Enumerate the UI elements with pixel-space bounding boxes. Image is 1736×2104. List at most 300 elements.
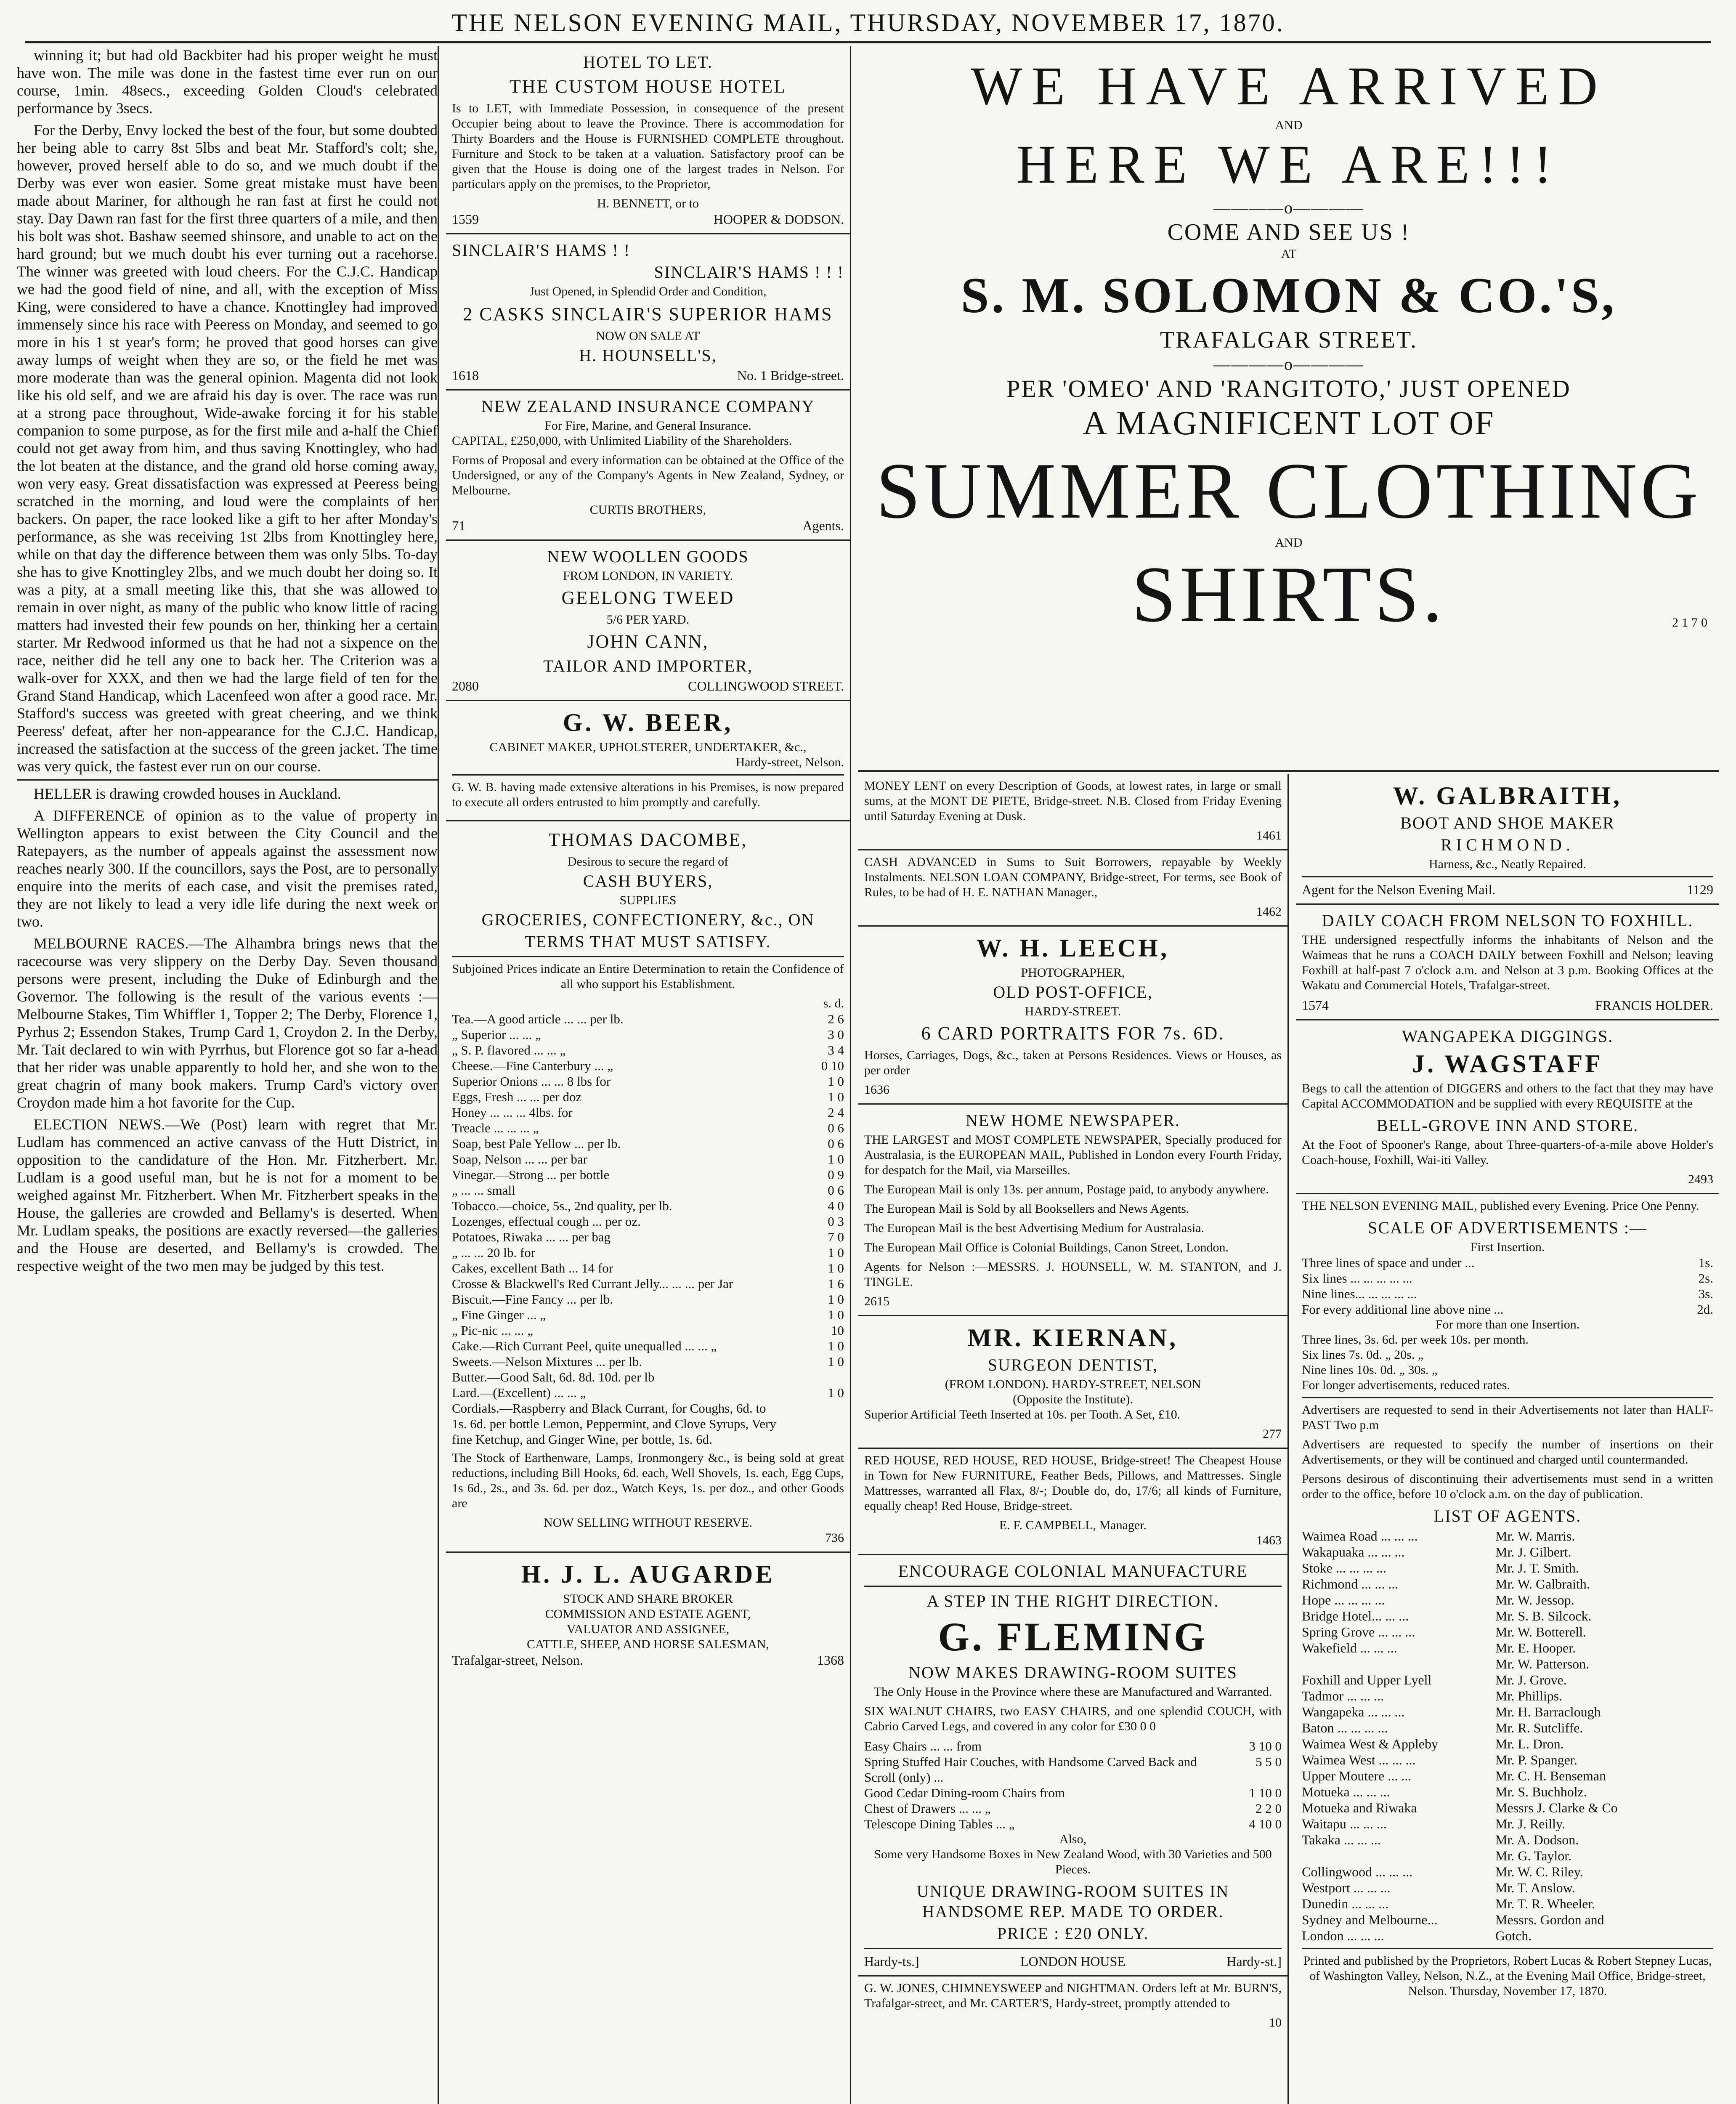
agents-title: LIST OF AGENTS. bbox=[1433, 1506, 1582, 1525]
fleming-row bbox=[864, 1754, 1282, 1785]
agent-row-value: Messrs J. Clarke & Co bbox=[1495, 1800, 1618, 1815]
price-row-label: Vinegar.—Strong ... per bottle bbox=[452, 1167, 610, 1182]
price-row-label: Tea.—A good article ... ... per lb. bbox=[452, 1012, 624, 1026]
fleming-ad bbox=[858, 1555, 1287, 1976]
fleming-row bbox=[864, 1801, 1282, 1816]
price-row-label: „ S. P. flavored ... ... „ bbox=[452, 1043, 566, 1057]
newspaper-body: THE LARGEST and MOST COMPLETE NEWSPAPER, Specially produced for Australasia, is the EUROPEAN MAIL, Published in London every Fourth Friday, for despatch for the Mail, via Marseilles. bbox=[864, 1133, 1282, 1177]
ad-number: 1574 bbox=[1302, 998, 1329, 1013]
price-row bbox=[452, 1136, 844, 1151]
agent-row bbox=[1302, 1528, 1713, 1544]
beer-ad bbox=[446, 701, 850, 821]
fleming-row-label: Telescope Dining Tables ... „ bbox=[864, 1817, 1015, 1831]
rate-row-label: Three lines of space and under ... bbox=[1302, 1255, 1475, 1270]
agent-row bbox=[1302, 1688, 1713, 1704]
mail-scale: SCALE OF ADVERTISEMENTS :— bbox=[1367, 1218, 1648, 1237]
price-row-label: „ ... ... 20 lb. for bbox=[452, 1245, 536, 1260]
banner-ornament: ————o———— bbox=[1213, 355, 1364, 374]
imprint: Printed and published by the Proprietors, Robert Lucas & Robert Stepney Lucas, of Washington Valley, Nelson, N.Z., at the Evening Mail Office, Bridge-street, Nelson. Thursday, November 17, 1870. bbox=[1303, 1954, 1712, 1998]
fleming-also: Also, bbox=[1059, 1832, 1087, 1846]
kiernan-ad bbox=[858, 1316, 1287, 1449]
fleming-row-label: Spring Stuffed Hair Couches, with Handsome Carved Back and Scroll (only) ... bbox=[864, 1754, 1197, 1785]
fleming-row-value: 1 10 0 bbox=[1249, 1785, 1282, 1800]
banner-street: TRAFALGAR STREET. bbox=[1160, 327, 1418, 353]
agent-row-label: Collingwood ... ... ... bbox=[1302, 1864, 1413, 1879]
agent-row-label: Wakefield ... ... ... bbox=[1302, 1640, 1397, 1655]
cash-advanced-ad bbox=[858, 850, 1287, 927]
agent-row-label: Dunedin ... ... ... bbox=[1302, 1896, 1389, 1911]
rate-row-label: Nine lines... ... ... ... ... bbox=[1302, 1286, 1417, 1301]
fleming-row-label: Chest of Drawers ... ... „ bbox=[864, 1801, 991, 1816]
mail-note: Advertisers are requested to send in their Advertisements not later than HALF-PAST Two p.m bbox=[1302, 1403, 1713, 1432]
ad-number: 1129 bbox=[1687, 882, 1713, 897]
rate-row bbox=[1302, 1255, 1713, 1270]
banner-at: AT bbox=[1281, 247, 1297, 261]
agent-row-value: Mr. C. H. Benseman bbox=[1495, 1768, 1606, 1783]
price-row-value: 1 0 bbox=[828, 1089, 844, 1104]
insurance-capital: CAPITAL, £250,000, with Unlimited Liability of the Shareholders. bbox=[452, 434, 792, 448]
price-row bbox=[452, 1229, 844, 1245]
insurance-role: Agents. bbox=[802, 518, 844, 533]
augarde-trade: CATTLE, SHEEP, AND HORSE SALESMAN, bbox=[527, 1637, 769, 1651]
price-row-label: Cordials.—Raspberry and Black Currant, for Coughs, 6d. to 1s. 6d. per bottle Lemon, Peppermint, and Clove Syrups, Very fine Ketchup, and Ginger Wine, per bottle, 1s. 6d. bbox=[452, 1401, 776, 1447]
ad-number: 2615 bbox=[864, 1294, 889, 1308]
dacombe-terms: TERMS THAT MUST SATISFY. bbox=[525, 932, 771, 951]
multi-rate-line: For longer advertisements, reduced rates. bbox=[1302, 1378, 1510, 1392]
dacombe-sub: Desirous to secure the regard of bbox=[567, 855, 729, 869]
rate-row-label: Six lines ... ... ... ... ... bbox=[1302, 1271, 1412, 1286]
fleming-now: NOW MAKES DRAWING-ROOM SUITES bbox=[908, 1663, 1237, 1682]
mail-intro: THE NELSON EVENING MAIL, published every Evening. Price One Penny. bbox=[1302, 1199, 1699, 1213]
fleming-name: G. FLEMING bbox=[938, 1614, 1208, 1659]
agents-list bbox=[1302, 1528, 1713, 1944]
coach-ad bbox=[1296, 905, 1719, 1020]
agent-row-value: Mr. Phillips. bbox=[1495, 1688, 1563, 1703]
ad-number: 1559 bbox=[452, 212, 479, 227]
agent-row-label: Waitapu ... ... ... bbox=[1302, 1816, 1387, 1831]
banner-line: A MAGNIFICENT LOT OF bbox=[1083, 405, 1495, 442]
price-row bbox=[452, 1369, 844, 1385]
price-row-value: 2 6 bbox=[828, 1012, 844, 1026]
beer-trade: CABINET MAKER, UPHOLSTERER, UNDERTAKER, &c., bbox=[489, 740, 807, 754]
price-row-label: Butter.—Good Salt, 6d. 8d. 10d. per lb bbox=[452, 1370, 655, 1384]
dacombe-supplies: SUPPLIES bbox=[619, 893, 677, 907]
mail-notice bbox=[1296, 1194, 1719, 2009]
ad-number: 1368 bbox=[817, 1652, 844, 1668]
ad-number: 1461 bbox=[1256, 829, 1282, 842]
price-row bbox=[452, 1073, 844, 1089]
agent-row-label: London ... ... ... bbox=[1302, 1928, 1384, 1943]
red-house-ad bbox=[858, 1449, 1287, 1555]
leech-trade: PHOTOGRAPHER, bbox=[1021, 966, 1125, 980]
agent-row bbox=[1302, 1544, 1713, 1560]
price-row-label: Crosse & Blackwell's Red Currant Jelly... ... ... per Jar bbox=[452, 1276, 733, 1291]
news-column bbox=[17, 46, 439, 2104]
fleming-price-list bbox=[864, 1738, 1282, 1832]
augarde-trade: COMMISSION AND ESTATE AGENT, bbox=[545, 1607, 751, 1621]
agent-row-label: Bridge Hotel... ... ... bbox=[1302, 1608, 1409, 1623]
divider bbox=[864, 1948, 1282, 1949]
banner-shirts: SHIRTS. bbox=[1131, 550, 1446, 639]
banner-line: WE HAVE ARRIVED bbox=[971, 56, 1607, 117]
price-row-value: 1 0 bbox=[828, 1152, 844, 1166]
agent-row-label: Motueka ... ... ... bbox=[1302, 1784, 1390, 1799]
price-row bbox=[452, 1385, 844, 1400]
insurance-title: NEW ZEALAND INSURANCE COMPANY bbox=[481, 397, 815, 416]
agent-row-label bbox=[1302, 1848, 1495, 1864]
price-row-label: Honey ... ... ... 4lbs. for bbox=[452, 1105, 573, 1120]
agent-row bbox=[1302, 1576, 1713, 1592]
banner-and: AND bbox=[1275, 118, 1303, 132]
price-row-label: Soap, best Pale Yellow ... per lb. bbox=[452, 1136, 621, 1151]
agent-row-label: Waimea Road ... ... ... bbox=[1302, 1528, 1418, 1543]
newspaper-title: NEW HOME NEWSPAPER. bbox=[965, 1111, 1181, 1130]
agent-row bbox=[1302, 1896, 1713, 1912]
wagstaff-ad bbox=[1296, 1020, 1719, 1194]
agent-row-value: Mr. R. Sutcliffe. bbox=[1495, 1720, 1583, 1735]
price-row bbox=[452, 1105, 844, 1120]
galbraith-place: RICHMOND. bbox=[1441, 835, 1574, 854]
price-row bbox=[452, 1027, 844, 1042]
dacombe-selling: NOW SELLING WITHOUT RESERVE. bbox=[544, 1516, 752, 1530]
agent-row-label: Westport ... ... ... bbox=[1302, 1880, 1391, 1895]
price-row-value: 1 0 bbox=[828, 1074, 844, 1089]
price-row bbox=[452, 1291, 844, 1307]
fleming-suite: SIX WALNUT CHAIRS, two EASY CHAIRS, and one splendid COUCH, with Cabrio Carved Legs, and covered in any color for £30 0 0 bbox=[864, 1704, 1282, 1733]
agent-row-value: Mr. W. Galbraith. bbox=[1495, 1576, 1590, 1591]
agent-row-value: Mr. S. Buchholz. bbox=[1495, 1784, 1587, 1799]
masthead: THE NELSON EVENING MAIL, THURSDAY, NOVEMBER 17, 1870. bbox=[25, 4, 1711, 43]
coach-body: THE undersigned respectfully informs the inhabitants of Nelson and the Waimeas that he runs a COACH DAILY between Foxhill and Nelson; leaving Foxhill at half-past 7 o'clock a.m. and Nelson at 3 p.m. Booking Offices at the Wakatu and Commercial Hotels, Trafalgar-street. bbox=[1302, 933, 1713, 992]
price-row bbox=[452, 1167, 844, 1182]
hams-item: 2 CASKS SINCLAIR'S SUPERIOR HAMS bbox=[463, 304, 833, 324]
price-row-label: Soap, Nelson ... ... per bar bbox=[452, 1152, 587, 1166]
agent-row-value: Mr. S. B. Silcock. bbox=[1495, 1608, 1592, 1623]
wagstaff-title: WANGAPEKA DIGGINGS. bbox=[1402, 1027, 1614, 1046]
multi-rate-line: Nine lines 10s. 0d. „ 30s. „ bbox=[1302, 1363, 1438, 1377]
price-columns: s. d. bbox=[823, 996, 844, 1010]
price-row bbox=[452, 1260, 844, 1276]
galbraith-name: W. GALBRAITH, bbox=[1393, 782, 1622, 810]
price-row bbox=[452, 1400, 844, 1447]
money-lent-ad bbox=[858, 774, 1287, 850]
multi-rate-line: Six lines 7s. 0d. „ 20s. „ bbox=[1302, 1348, 1424, 1362]
fleming-footer-left: Hardy-ts.] bbox=[864, 1954, 919, 1969]
hotel-signer: H. BENNETT, or to bbox=[597, 197, 699, 210]
price-row-label: „ Superior ... ... „ bbox=[452, 1027, 541, 1042]
fleming-heading: ENCOURAGE COLONIAL MANUFACTURE bbox=[898, 1562, 1248, 1581]
fleming-row-value: 3 10 0 bbox=[1249, 1739, 1282, 1753]
agent-row-label: Spring Grove ... ... ... bbox=[1302, 1624, 1415, 1639]
newspaper-body: The European Mail is Sold by all Booksellers and News Agents. bbox=[864, 1202, 1189, 1216]
ads-column-2 bbox=[446, 46, 851, 2104]
wagstaff-where: At the Foot of Spooner's Range, about Three-quarters-of-a-mile above Holder's Coach-house, Foxhill, Wai-iti Valley. bbox=[1302, 1138, 1713, 1167]
woollen-price: 5/6 PER YARD. bbox=[606, 613, 690, 627]
mail-note: Advertisers are requested to specify the number of insertions on their Advertisements, or they will be continued and charged until countermanded. bbox=[1302, 1437, 1713, 1466]
agent-row bbox=[1302, 1592, 1713, 1608]
ad-number: 736 bbox=[825, 1531, 844, 1545]
multi-rates-list bbox=[1302, 1332, 1713, 1393]
divider bbox=[1302, 876, 1713, 877]
galbraith-ad bbox=[1296, 774, 1719, 905]
leech-office: OLD POST-OFFICE, bbox=[993, 983, 1153, 1002]
mail-note: Persons desirous of discontinuing their advertisements must send in a written order to the office, before 10 o'clock a.m. on the day of publication. bbox=[1302, 1472, 1713, 1501]
leech-address: HARDY-STREET. bbox=[1025, 1004, 1121, 1018]
agent-row-label: Waimea West ... ... ... bbox=[1302, 1752, 1416, 1767]
price-row bbox=[452, 1354, 844, 1369]
agent-row-value: Gotch. bbox=[1495, 1928, 1532, 1943]
rate-row-value: 2d. bbox=[1697, 1302, 1713, 1317]
rate-row bbox=[1302, 1286, 1713, 1302]
fleming-row bbox=[864, 1785, 1282, 1801]
ad-number: 1636 bbox=[864, 1083, 889, 1097]
ads-column-4 bbox=[1296, 774, 1719, 2104]
agent-row-value: Mr. J. Reilly. bbox=[1495, 1816, 1565, 1831]
coach-title: DAILY COACH FROM NELSON TO FOXHILL. bbox=[1322, 911, 1694, 930]
agent-row bbox=[1302, 1768, 1713, 1784]
agent-row bbox=[1302, 1848, 1713, 1864]
newspaper-body: The European Mail Office is Colonial Buildings, Canon Street, London. bbox=[864, 1241, 1229, 1254]
fleming-row-label: Good Cedar Dining-room Chairs from bbox=[864, 1785, 1065, 1800]
agent-row-value: Messrs. Gordon and bbox=[1495, 1912, 1604, 1927]
hams-sale: NOW ON SALE AT bbox=[596, 329, 700, 343]
price-row bbox=[452, 1198, 844, 1214]
dacombe-name: THOMAS DACOMBE, bbox=[548, 829, 748, 850]
beer-name: G. W. BEER, bbox=[563, 709, 733, 736]
hotel-heading: HOTEL TO LET. bbox=[583, 53, 713, 72]
leech-name: W. H. LEECH, bbox=[976, 934, 1170, 962]
price-row-label: Biscuit.—Fine Fancy ... per lb. bbox=[452, 1292, 613, 1307]
ad-number: 71 bbox=[452, 518, 465, 533]
wagstaff-inn: BELL-GROVE INN AND STORE. bbox=[1376, 1116, 1639, 1135]
agent-row bbox=[1302, 1928, 1713, 1944]
banner-headline bbox=[858, 550, 1719, 639]
banner-line: PER 'OMEO' AND 'RANGITOTO,' JUST OPENED bbox=[1006, 375, 1571, 402]
jones-text: G. W. JONES, CHIMNEYSWEEP and NIGHTMAN. Orders left at Mr. BURN'S, Trafalgar-street, and Mr. CARTER'S, Hardy-street, promptly attended to bbox=[864, 1981, 1282, 2010]
price-row-label: Potatoes, Riwaka ... ... per bag bbox=[452, 1230, 611, 1244]
price-row-label: Cake.—Rich Currant Peel, quite unequalled ... ... „ bbox=[452, 1339, 717, 1353]
agent-row-label: Richmond ... ... ... bbox=[1302, 1576, 1399, 1591]
rate-row-label: For every additional line above nine ... bbox=[1302, 1302, 1504, 1317]
price-row-value: 3 4 bbox=[828, 1043, 844, 1057]
agent-row-label: Sydney and Melbourne... bbox=[1302, 1912, 1438, 1927]
augarde-trade: STOCK AND SHARE BROKER bbox=[563, 1592, 733, 1606]
agent-row-value: Mr. L. Dron. bbox=[1495, 1736, 1564, 1751]
solomon-banner-ad bbox=[858, 46, 1719, 772]
agent-row-label bbox=[1302, 1656, 1495, 1672]
ad-number: 1462 bbox=[1256, 905, 1282, 919]
price-row bbox=[452, 1089, 844, 1105]
price-row-value: 1 0 bbox=[828, 1261, 844, 1275]
agent-row-label: Wakapuaka ... ... ... bbox=[1302, 1544, 1405, 1559]
woollen-item: GEELONG TWEED bbox=[561, 587, 735, 608]
banner-ornament: ————o———— bbox=[1213, 198, 1364, 217]
hotel-title: THE CUSTOM HOUSE HOTEL bbox=[510, 76, 786, 97]
agent-row bbox=[1302, 1784, 1713, 1800]
insurance-body: Forms of Proposal and every information can be obtained at the Office of the Undersigned, or any of the Company's Agents in New Zealand, Sydney, or Melbourne. bbox=[452, 453, 844, 497]
leech-ad bbox=[858, 927, 1287, 1105]
fleming-footer-right: Hardy-st.] bbox=[1226, 1954, 1282, 1969]
augarde-name: H. J. L. AUGARDE bbox=[521, 1560, 775, 1588]
dacombe-buyers: CASH BUYERS, bbox=[583, 871, 713, 890]
beer-address: Hardy-street, Nelson. bbox=[735, 755, 844, 769]
rate-row bbox=[1302, 1270, 1713, 1286]
red-house-manager: E. F. CAMPBELL, Manager. bbox=[999, 1518, 1147, 1532]
woollen-title: NEW WOOLLEN GOODS bbox=[547, 547, 749, 566]
woollen-sub: FROM LONDON, IN VARIETY. bbox=[563, 569, 733, 583]
galbraith-body: Harness, &c., Neatly Repaired. bbox=[1428, 857, 1587, 871]
agent-row bbox=[1302, 1736, 1713, 1752]
fleming-price: PRICE : £20 ONLY. bbox=[997, 1924, 1149, 1943]
agent-row-label: Baton ... ... ... ... bbox=[1302, 1720, 1388, 1735]
price-row-value: 0 6 bbox=[828, 1183, 844, 1198]
mail-first: First Insertion. bbox=[1470, 1240, 1545, 1254]
fleming-unique: UNIQUE DRAWING-ROOM SUITES IN HANDSOME REP. MADE TO ORDER. bbox=[916, 1882, 1229, 1921]
rate-row bbox=[1302, 1302, 1713, 1317]
woollen-trade: TAILOR AND IMPORTER, bbox=[543, 656, 753, 675]
kiernan-from: (FROM LONDON). HARDY-STREET, NELSON bbox=[945, 1377, 1201, 1391]
agent-row bbox=[1302, 1656, 1713, 1672]
agent-row-label: Hope ... ... ... ... bbox=[1302, 1592, 1385, 1607]
agent-row bbox=[1302, 1832, 1713, 1848]
price-row-value: 0 6 bbox=[828, 1121, 844, 1135]
rate-row-value: 3s. bbox=[1698, 1286, 1713, 1301]
price-row-label: „ ... ... small bbox=[452, 1183, 515, 1198]
price-row-value: 1 0 bbox=[828, 1339, 844, 1353]
newspaper-body: The European Mail is the best Advertising Medium for Australasia. bbox=[864, 1221, 1205, 1235]
price-row-label: Cheese.—Fine Canterbury ... „ bbox=[452, 1058, 613, 1073]
divider bbox=[17, 779, 438, 781]
agent-row-value: Mr. G. Taylor. bbox=[1495, 1848, 1572, 1863]
price-row-value: 3 0 bbox=[828, 1027, 844, 1042]
price-row-value bbox=[781, 1369, 844, 1385]
agent-row-value: Mr. J. Gilbert. bbox=[1495, 1544, 1571, 1559]
newspaper-agents: Agents for Nelson :—MESSRS. J. HOUNSELL, W. M. STANTON, and J. TINGLE. bbox=[864, 1260, 1282, 1289]
price-row bbox=[452, 1042, 844, 1058]
agent-row-label: Upper Moutere ... ... bbox=[1302, 1768, 1412, 1783]
price-row bbox=[452, 1120, 844, 1136]
ad-number: 2080 bbox=[452, 678, 479, 693]
agent-row-value: Mr. W. Marris. bbox=[1495, 1528, 1575, 1543]
agent-row-label: Foxhill and Upper Lyell bbox=[1302, 1672, 1432, 1687]
agent-row-value: Mr. A. Dodson. bbox=[1495, 1832, 1579, 1847]
agent-row-label: Waimea West & Appleby bbox=[1302, 1736, 1438, 1751]
money-lent-text: MONEY LENT on every Description of Goods, at lowest rates, in large or small sums, at the MONT DE PIETE, Bridge-street. N.B. Closed from Friday Evening until Saturday Evening at Dusk. bbox=[864, 779, 1282, 823]
news-paragraph: ELECTION NEWS.—We (Post) learn with regret that Mr. Ludlam has commenced an active canvass of the Hutt District, in opposition to the candidature of the Hon. Mr. Fitzherbert. Mr. Ludlam is a good useful man, but he is not for a moment to be weighed against Mr. Fitzherbert. When Mr. Fitzherbert speaks in the House, the galleries are crowded and Bellamy's is deserted. When Mr. Ludlam speaks, the positions are exactly reversed—the galleries and the House are deserted, and Bellamy's is crowded. The respective weight of the two men may be judged by this test. bbox=[17, 1116, 438, 1274]
rates-list bbox=[1302, 1255, 1713, 1317]
ad-number: 2170 bbox=[1672, 616, 1711, 630]
augarde-trade: VALUATOR AND ASSIGNEE, bbox=[566, 1622, 730, 1636]
price-row-label: Lozenges, effectual cough ... per oz. bbox=[452, 1214, 641, 1229]
insurance-sub: For Fire, Marine, and General Insurance. bbox=[544, 419, 751, 433]
price-row-label: „ Pic-nic ... ... „ bbox=[452, 1323, 533, 1338]
newspaper-body: The European Mail is only 13s. per annum, Postage paid, to anybody anywhere. bbox=[864, 1182, 1269, 1196]
price-row-value: 1 6 bbox=[828, 1276, 844, 1291]
dacombe-stock: The Stock of Earthenware, Lamps, Ironmongery &c., is being sold at great reductions, including Bill Hooks, 6d. each, Well Shovels, 1s. each, Egg Cups, 1s 6d., 2s., and 3s. 6d. per doz., Watch Keys, 1s. per doz., and other Goods are bbox=[452, 1451, 844, 1510]
agent-row bbox=[1302, 1880, 1713, 1896]
agent-row-label: Tadmor ... ... ... bbox=[1302, 1688, 1384, 1703]
price-row-value: 2 4 bbox=[828, 1105, 844, 1120]
agent-row-label: Takaka ... ... ... bbox=[1302, 1832, 1381, 1847]
agent-row bbox=[1302, 1704, 1713, 1720]
leech-cards: 6 CARD PORTRAITS FOR 7s. 6D. bbox=[921, 1023, 1225, 1044]
dacombe-ad bbox=[446, 821, 850, 1553]
price-row-label: Tobacco.—choice, 5s., 2nd quality, per lb. bbox=[452, 1198, 672, 1213]
agent-row-value: Mr. J. T. Smith. bbox=[1495, 1560, 1579, 1575]
hams-line-1: SINCLAIR'S HAMS ! ! bbox=[452, 241, 631, 260]
fleming-row bbox=[864, 1738, 1282, 1754]
ad-number: 2493 bbox=[1688, 1172, 1713, 1186]
rate-row-value: 2s. bbox=[1698, 1271, 1713, 1286]
agent-row-label: Motueka and Riwaka bbox=[1302, 1800, 1417, 1815]
augarde-address: Trafalgar-street, Nelson. bbox=[452, 1652, 583, 1668]
price-row-label: Cakes, excellent Bath ... 14 for bbox=[452, 1261, 613, 1275]
fleming-step: A STEP IN THE RIGHT DIRECTION. bbox=[926, 1591, 1219, 1610]
price-row bbox=[452, 1245, 844, 1260]
price-row bbox=[452, 1276, 844, 1291]
agent-row-label: Stoke ... ... ... ... bbox=[1302, 1560, 1386, 1575]
price-row bbox=[452, 1307, 844, 1323]
banner-and: AND bbox=[1275, 536, 1303, 550]
price-row bbox=[452, 1323, 844, 1338]
divider bbox=[1302, 1948, 1713, 1949]
ad-number: 1463 bbox=[1256, 1533, 1282, 1547]
agent-row-value: Mr. P. Spanger. bbox=[1495, 1752, 1577, 1767]
agent-row bbox=[1302, 1816, 1713, 1832]
banner-merchant: S. M. SOLOMON & CO.'S, bbox=[961, 267, 1617, 323]
agent-row-value: Mr. T. R. Wheeler. bbox=[1495, 1896, 1595, 1911]
agent-row bbox=[1302, 1864, 1713, 1880]
hams-line-2: SINCLAIR'S HAMS ! ! ! bbox=[654, 263, 844, 282]
price-row-value: 4 0 bbox=[828, 1198, 844, 1213]
price-row-value: 1 0 bbox=[828, 1292, 844, 1307]
price-row-value: 1 0 bbox=[828, 1385, 844, 1400]
fleming-body: The Only House in the Province where these are Manufactured and Warranted. bbox=[873, 1685, 1272, 1699]
news-paragraph: winning it; but had old Backbiter had his proper weight he must have won. The mile was done in the fastest time ever run on our course, 1min. 48secs., exceeding Golden Cloud's celebrated performance by 3secs. bbox=[17, 47, 438, 117]
agent-row-value: Mr. W. Jessop. bbox=[1495, 1592, 1574, 1607]
hams-body: Just Opened, in Splendid Order and Condition, bbox=[529, 284, 767, 298]
price-row bbox=[452, 1338, 844, 1354]
fleming-row-label: Easy Chairs ... ... from bbox=[864, 1739, 982, 1753]
ad-number: 10 bbox=[1269, 2016, 1282, 2030]
price-row-value bbox=[781, 1400, 844, 1447]
news-paragraph: For the Derby, Envy locked the best of the four, but some doubted her being able to carry 8st 5lbs and beat Mr. Stafford's colt; she, however, proved herself able to do so, and we much doubt if the Derby was ever won easier. Some great mistake must have been made about Mariner, for although he ran fast at first he could not stay. Day Dawn ran fast for the first three quarters of a mile, and then his bolt was shot. Bashaw seemed shinsore, and unable to act on the hard ground; but we much doubt his ever turning out a racehorse. The winner was greeted with loud cheers. For the C.J.C. Handicap we had the good field of nine, and all, with the exception of Miss King, were considered to have a chance. Knottingley had improved immensely since his race with Peeress on Monday, and seemed to go more in his 1 st year's form; he proved that good horses can give away lumps of weight when they are so, or the field he met was more moderate than was the general opinion. Magenta did not look like his old self, and we are afraid his day is over. The race was run at a strong pace throughout, Wide-awake forcing it for his stable companion to some purpose, as for the first mile and a-half the Chief could not get away from him, and thus saving Knottingley, who had the lot beaten at the distance, and the grand old horse coming away, won very easy. Great dissatisfaction was expressed at Peeress being scratched in the morning, and loud were the complaints of her backers. On paper, the race looked like a gift to her after Monday's performance, as she was receiving 1st 2lbs from Knottingley here, while on that day the difference between them was only 5lbs. To-day she has to give Knottingley 2lbs, and we much doubt her doing so. It was a pity, at a small meeting like this, that she was allowed to remain in over night, as many of the public who know little of racing matters had invested their few pounds on her, thinking her a certain starter. Mr Redwood informed us that he had not a sixpence on the race, neither did he tell any one to back her. The Criterion was a walk-over for XXX, and then we had the large field of ten for the Grand Stand Handicap, which Lacenfeed won after a good race. Mr. Stafford's success was greeted with great cheering, and we think Peeress' defeat, after her non-appearance for the C.J.C. Handicap, increased the satisfaction at the success of the green jacket. The time was very quick, the fastest ever run on our course. bbox=[17, 122, 438, 775]
multi-rate-line: Three lines, 3s. 6d. per week 10s. per month. bbox=[1302, 1333, 1529, 1347]
insurance-agents: CURTIS BROTHERS, bbox=[589, 503, 706, 517]
red-house-text: RED HOUSE, RED HOUSE, RED HOUSE, Bridge-street! The Cheapest House in Town for New FURNITURE, Feather Beds, Pillows, and Mattresses. Single Mattresses, warranted all Flax, 8/-; Double do, do, 17/6; all kinds of Furniture, equally cheap! Red House, Bridge-street. bbox=[864, 1453, 1282, 1513]
price-row-label: Superior Onions ... ... 8 lbs for bbox=[452, 1074, 611, 1089]
banner-line: HERE WE ARE!!! bbox=[1016, 134, 1561, 195]
price-row bbox=[452, 1058, 844, 1073]
fleming-row-value: 5 5 0 bbox=[1256, 1754, 1282, 1769]
beer-body: G. W. B. having made extensive alterations in his Premises, is now prepared to execute all orders entrusted to him promptly and carefully. bbox=[452, 780, 844, 809]
galbraith-trade: BOOT AND SHOE MAKER bbox=[1400, 813, 1615, 832]
agent-row-value: Mr. W. C. Riley. bbox=[1495, 1864, 1583, 1879]
hams-address: No. 1 Bridge-street. bbox=[737, 368, 844, 383]
cash-advanced-text: CASH ADVANCED in Sums to Suit Borrowers, repayable by Weekly Instalments. NELSON LOAN COMPANY, Bridge-street, For terms, see Book of Rules, to be had of H. E. NATHAN Manager., bbox=[864, 855, 1282, 899]
augarde-ad bbox=[446, 1553, 850, 1674]
dacombe-note: Subjoined Prices indicate an Entire Determination to retain the Confidence of all who support his Establishment. bbox=[452, 962, 844, 991]
insurance-ad bbox=[446, 391, 850, 541]
agent-row-label: Wangapeka ... ... ... bbox=[1302, 1704, 1405, 1719]
agent-row bbox=[1302, 1912, 1713, 1928]
agent-row bbox=[1302, 1640, 1713, 1656]
kiernan-name: MR. KIERNAN, bbox=[967, 1324, 1179, 1352]
agent-row bbox=[1302, 1624, 1713, 1640]
hotel-ad bbox=[446, 46, 850, 234]
price-row-value: 1 0 bbox=[828, 1354, 844, 1369]
banner-headline: SUMMER CLOTHING bbox=[876, 447, 1702, 535]
